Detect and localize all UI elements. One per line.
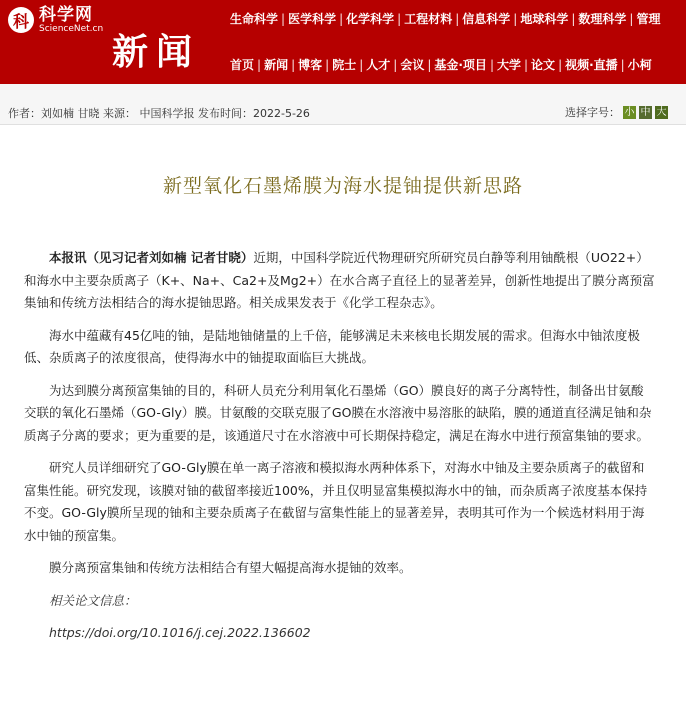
nav-separator: | [291,58,296,72]
nav-separator: | [489,58,494,72]
nav-separator: | [257,58,262,72]
article-lead-source: 本报讯（见习记者刘如楠 记者甘晓） [49,250,254,265]
nav-separator: | [524,58,529,72]
article-paragraph: 膜分离预富集铀和传统方法相结合有望大幅提高海水提铀的效率。 [49,560,412,575]
article-paragraph: 海水中蕴藏有45亿吨的铀，是陆地铀储量的上千倍，能够满足未来核电长期发展的需求。但海水中铀浓度极低、杂质离子的浓度很高，使得海水中的铀提取面临巨大挑战。 [24,327,640,365]
top-nav [230,10,660,27]
main-nav-item[interactable]: 论文 [531,58,556,72]
main-nav-item[interactable]: 人才 [366,58,391,72]
main-nav [230,56,652,73]
top-nav-item[interactable]: 化学科学 [346,12,395,26]
top-nav-item[interactable]: 生命科学 [230,12,279,26]
main-nav-item[interactable]: 新闻 [264,58,289,72]
site-header [0,0,686,84]
article [0,125,686,724]
main-nav-item[interactable]: 博客 [298,58,323,72]
font-size-large-button[interactable]: 大 [656,106,667,118]
nav-separator: | [339,12,344,26]
main-nav-item[interactable]: 基金·项目 [434,58,487,72]
logo-domain: ScienceNet.cn [39,24,104,34]
font-size-selector [565,104,668,120]
nav-separator: | [393,58,398,72]
reference-link[interactable]: https://doi.org/10.1016/j.cej.2022.136602 [49,625,311,640]
main-nav-item[interactable]: 首页 [230,58,255,72]
logo-icon: 科 [8,7,34,33]
article-lead-paragraph [24,247,656,315]
nav-separator: | [629,12,634,26]
site-logo[interactable] [8,6,103,34]
references-label: 相关论文信息： [49,592,137,608]
article-lead-text: 近期，中国科学院近代物理研究所研究员白静等利用铀酰根（UO22+）和海水中主要杂质离子（K+、Na+、Ca2+及Mg2+）在水合离子直径上的显著差异，创新性地提出了膜分离预富集铀和传统方法相结合的海水提铀思路。相关成果发表于《化学工程杂志》。 [24,250,655,310]
font-size-small-button[interactable]: 小 [624,106,635,118]
main-nav-item[interactable]: 大学 [496,58,521,72]
top-nav-item[interactable]: 地球科学 [520,12,569,26]
main-nav-item[interactable]: 院士 [332,58,357,72]
nav-separator: | [455,12,460,26]
article-paragraph: 研究人员详细研究了GO-Gly膜在单一离子溶液和模拟海水两种体系下，对海水中铀及主要杂质离子的截留和富集性能。研究发现，该膜对铀的截留率接近100%，并且仅明显富集模拟海水中的铀，而杂质离子浓度基本保持不变。GO-Gly膜所呈现的铀和主要杂质离子在截留与富集性能上的显著差异，表明其可作为一个候选材料用于海水中铀的预富集。 [24,460,648,543]
nav-separator: | [325,58,330,72]
nav-separator: | [359,58,364,72]
main-nav-item[interactable]: 小柯 [627,58,652,72]
nav-separator: | [281,12,286,26]
main-nav-item[interactable]: 视频·直播 [565,58,618,72]
top-nav-item[interactable]: 工程材料 [404,12,453,26]
top-nav-item[interactable]: 管理 [636,12,661,26]
main-nav-item[interactable]: 会议 [400,58,425,72]
font-size-medium-button[interactable]: 中 [640,106,651,118]
article-body [24,247,656,655]
top-nav-item[interactable]: 医学科学 [288,12,337,26]
nav-separator: | [620,58,625,72]
nav-separator: | [397,12,402,26]
article-byline: 作者：刘如楠 甘晓 来源： 中国科学报 发布时间：2022-5-26 [8,107,310,120]
article-meta-bar [0,84,686,125]
article-title: 新型氧化石墨烯膜为海水提铀提供新思路 [162,175,523,197]
nav-separator: | [513,12,518,26]
logo-text [39,6,103,34]
nav-separator: | [558,58,563,72]
top-nav-item[interactable]: 信息科学 [462,12,511,26]
logo-name: 科学网 [39,5,93,25]
nav-separator: | [571,12,576,26]
nav-separator: | [427,58,432,72]
top-nav-item[interactable]: 数理科学 [578,12,627,26]
section-title: 新闻 [112,32,201,73]
article-paragraph: 为达到膜分离预富集铀的目的，科研人员充分利用氧化石墨烯（GO）膜良好的离子分离特性，制备出甘氨酸交联的氧化石墨烯（GO-Gly）膜。甘氨酸的交联克服了GO膜在水溶液中易溶胀的缺陷，膜的通道直径满足铀和杂质离子分离的要求；更为重要的是，该通道尺寸在水溶液中可长期保持稳定，满足在海水中进行预富集铀的要求。 [24,382,652,443]
font-size-label: 选择字号： [565,106,620,119]
